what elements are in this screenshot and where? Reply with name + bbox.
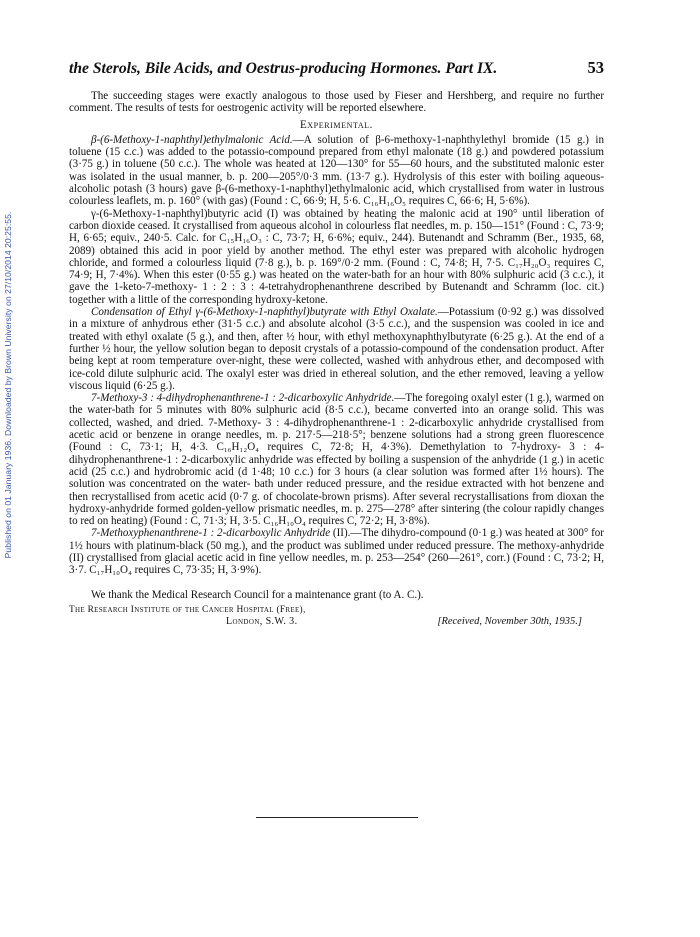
acknowledgement: We thank the Medical Research Council for a maintenance grant (to A. C.). — [91, 588, 424, 601]
section-heading: Experimental. — [299, 118, 374, 131]
running-title: the Sterols, Bile Acids, and Oestrus-producing Hormones. Part IX. — [69, 60, 498, 77]
paragraph-title: 7-Methoxy-3 : 4-dihydrophenanthrene-1 : 2-dicarboxylic Anhydride. — [91, 392, 395, 405]
page-header — [69, 58, 604, 80]
page-number: 53 — [587, 58, 604, 77]
end-rule — [256, 817, 418, 818]
paragraph-condensation: Condensation of Ethyl γ-(6-Methoxy-1-naphthyl)butyrate with Ethyl Oxalate.—Potassium (0·92 g.) was dissolved in a mixture of anhydrous ether (31·5 c.c.) and absolute alcohol (3·5 c.c.), and the suspension was cooled in ice and treated with ethyl oxalate (5 g.), and then, after ½ hour, with ethyl methoxynaphthylbutyrate (6·25 g.). At the end of a further ½ hour, the yellow solution began to deposit crystals of a potassio-compound of the condensation product. After being kept at room temperature over-night, these were collected, washed with anhydrous ether, and decomposed with ice-cold dilute sulphuric acid. The oxalyl ester was dried in ethereal solution, and the ether removed, leaving a yellow viscous liquid (6·25 g.). — [69, 306, 605, 392]
intro-paragraph: The succeeding stages were exactly analogous to those used by Fieser and Hershberg, and require no further comment. The results of tests for oestrogenic activity will be reported elsewhere. — [69, 90, 605, 115]
paragraph-title: β-(6-Methoxy-1-naphthyl)ethylmalonic Acid. — [91, 133, 293, 146]
paragraph-phenanthrene-anhydride: 7-Methoxyphenanthrene-1 : 2-dicarboxylic Anhydride (II).—The dihydro-compound (0·1 g.) was heated at 300° for 1½ hours with platinum-black (50 mg.), and the product was sublimed under reduced pressure. The methoxy-anhydride (II) crystallised from glacial acetic acid in fine yellow needles, m. p. 253—254° (260—261°, corr.) (Found : C, 73·2; H, 3·7. C₁₇H₁₀O₄ requires C, 73·35; H, 3·9%). — [69, 527, 604, 577]
part-label: Part IX. — [445, 60, 498, 77]
download-notice-sidebar — [1, 150, 15, 620]
location-line — [69, 616, 604, 630]
paragraph-malonic-acid: β-(6-Methoxy-1-naphthyl)ethylmalonic Acid.—A solution of β-6-methoxy-1-naphthylethyl bromide (15 g.) in toluene (15 c.c.) was added to the potassio-compound prepared from ethyl malonate (18 g.) and powdered potassium (3·75 g.) in toluene (50 c.c.). The whole was heated at 120—130° for 55—60 hours, and the substituted malonic ester was isolated in the usual manner, b. p. 200—205°/0·3 mm. (13·7 g.). Hydrolysis of this ester with boiling aqueous- alcoholic potash (3 hours) gave β-(6-methoxy-1-naphthyl)ethylmalonic acid, which crystallised from water in lustrous colourless leaflets, m. p. 160° (with gas) (Found : C, 66·9; H, 5·6. C₁₆H₁₆O₅ requires C, 66·6; H, 5·6%). — [69, 133, 605, 208]
download-notice: Published on 01 January 1936. Downloaded by Brown University on 27/10/2014 20:25:55. — [3, 211, 13, 559]
received-date: [Received, November 30th, 1935.] — [437, 616, 582, 628]
affiliation: The Research Institute of the Cancer Hospital (Free), — [69, 604, 306, 615]
location: London, S.W. 3. — [226, 616, 298, 628]
paragraph-butyric-acid: γ-(6-Methoxy-1-naphthyl)butyric acid (I) was obtained by heating the malonic acid at 190° until liberation of carbon dioxide ceased. It crystallised from aqueous alcohol in colourless flat needles, m. p. 150—151° (Found : C, 73·9; H, 6·65; equiv., 240·5. Calc. for C₁₅H₁₆O₃ : C, 73·7; H, 6·6%; equiv., 244). Butenandt and Schramm (Ber., 1935, 68, 2089) obtained this acid in poor yield by another method. The ethyl ester was prepared with alcoholic hydrogen chloride, and formed a colourless liquid (7·8 g.), b. p. 169°/0·2 mm. (Found : C, 74·8; H, 7·5. C₁₇H₂₀O₃ requires C, 74·9; H, 7·4%). When this ester (0·55 g.) was heated on the water-bath for an hour with 80% sulphuric acid (3 c.c.), it gave the 1-keto-7-methoxy- 1 : 2 : 3 : 4-tetrahydrophenanthrene described by Butenandt and Schramm (loc. cit.) together with a little of the corresponding hydroxy-ketone. — [69, 207, 605, 306]
article-body — [69, 90, 604, 630]
paragraph-title: Condensation of Ethyl γ-(6-Methoxy-1-naphthyl)butyrate with Ethyl Oxalate. — [91, 306, 438, 319]
paragraph-dihydro-anhydride: 7-Methoxy-3 : 4-dihydrophenanthrene-1 : 2-dicarboxylic Anhydride.—The foregoing oxalyl ester (1 g.), warmed on the water-bath for 5 minutes with 80% sulphuric acid (8·5 c.c.), became converted into an orange solid. This was collected, washed, and dried. 7-Methoxy- 3 : 4-dihydrophenanthrene-1 : 2-dicarboxylic anhydride crystallised from acetic acid or benzene in orange needles, m. p. 217·5—218·5°; benzene solutions had a strong green fluorescence (Found : C, 73·1; H, 4·3. C₁₆H₁₂O₄ requires C, 72·8; H, 4·3%). Demethylation to 7-hydroxy- 3 : 4-dihydrophenanthrene-1 : 2-dicarboxylic anhydride was effected by boiling a suspension of the anhydride (1 g.) in acetic acid (25 c.c.) and hydrobromic acid (d 1·48; 10 c.c.) for 3 hours (a clear solution was formed after 1½ hours). The solution was concentrated on the water- bath under reduced pressure, and the residue extracted with hot benzene and then recrystallised from acetic acid (0·7 g. of chocolate-brown prisms). After several recrystallisations from dioxan the hydroxy-anhydride formed golden-yellow prismatic needles, m. p. 275—278° after sintering (the colour rapidly changes to red on heating) (Found : C, 71·3; H, 3·5. C₁₆H₁₀O₄ requires C, 72·2; H, 3·8%). — [69, 392, 605, 528]
paragraph-title: 7-Methoxyphenanthrene-1 : 2-dicarboxylic Anhydride — [91, 527, 331, 540]
